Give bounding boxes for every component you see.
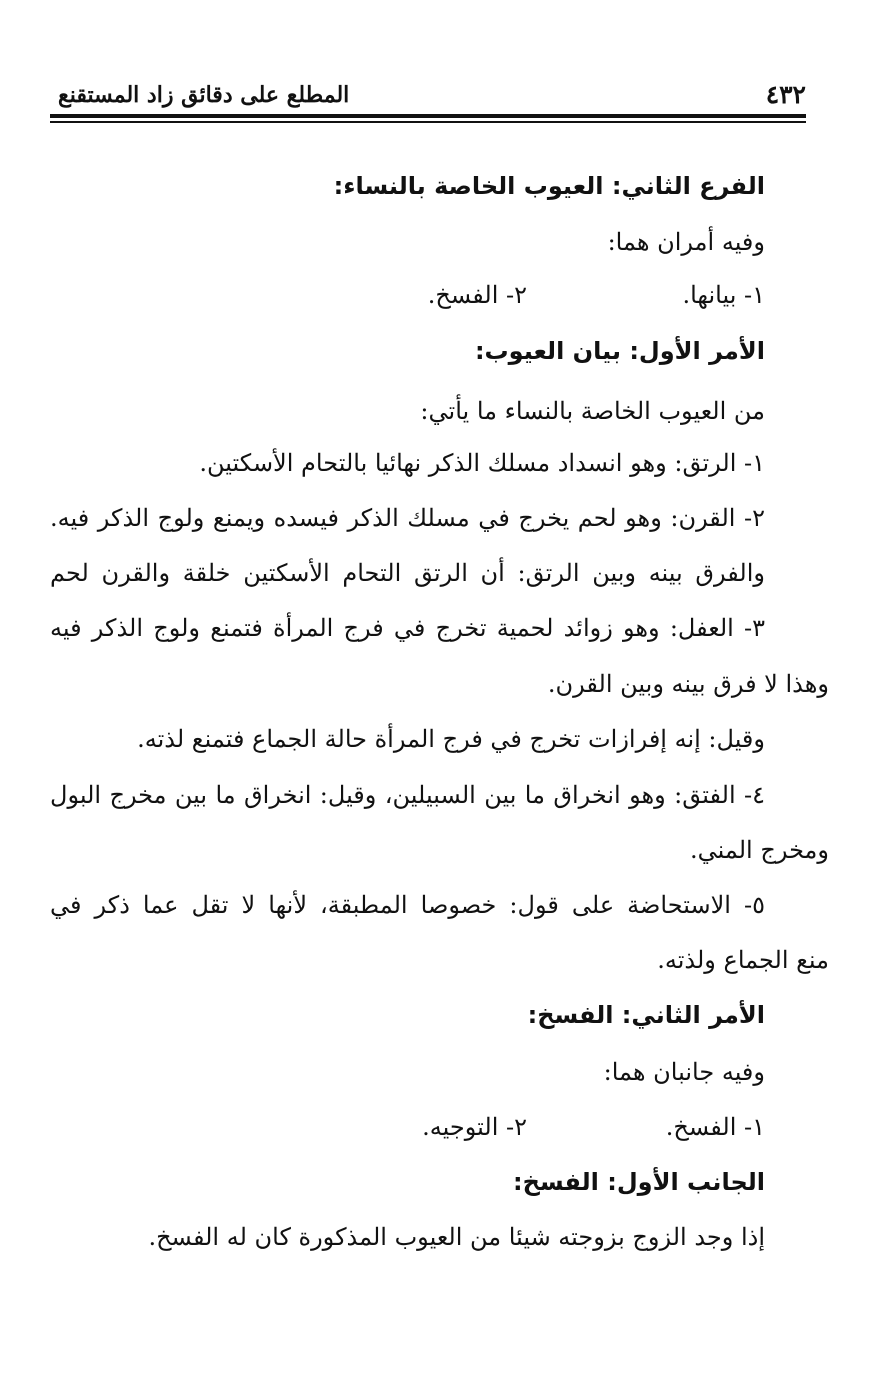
header-rule-thick xyxy=(50,114,806,118)
paragraph-continuation: ومخرج المني. xyxy=(689,836,829,864)
list-item: ٢- التوجيه. xyxy=(422,1113,527,1141)
paragraph: وقيل: إنه إفرازات تخرج في فرج المرأة حالة الجماع فتمنع لذته. xyxy=(137,725,765,753)
subsection-heading: الجانب الأول: الفسخ: xyxy=(513,1168,765,1196)
page-header xyxy=(50,80,806,112)
paragraph: وفيه جانبان هما: xyxy=(603,1058,765,1086)
paragraph-continuation: وهذا لا فرق بينه وبين القرن. xyxy=(547,670,829,698)
enumerated-pair xyxy=(165,275,765,315)
list-item: ٥- الاستحاضة على قول: خصوصا المطبقة، لأنها لا تقل عما ذكر في xyxy=(50,891,765,919)
list-item: ٣- العفل: وهو زوائد لحمية تخرج في فرج المرأة فتمنع ولوج الذكر فيه xyxy=(50,614,765,642)
list-item: ١- بيانها. xyxy=(682,281,765,309)
paragraph: من العيوب الخاصة بالنساء ما يأتي: xyxy=(420,397,765,425)
page-number: ٤٣٢ xyxy=(765,80,806,109)
paragraph: والفرق بينه وبين الرتق: أن الرتق التحام الأسكتين خلقة والقرن لحم xyxy=(50,559,765,587)
paragraph-continuation: منع الجماع ولذته. xyxy=(657,946,829,974)
list-item: ٢- القرن: وهو لحم يخرج في مسلك الذكر فيسده ويمنع ولوج الذكر فيه. xyxy=(50,504,765,532)
list-item: ٤- الفتق: وهو انخراق ما بين السبيلين، وقيل: انخراق ما بين مخرج البول xyxy=(50,781,765,809)
list-item: ١- الفسخ. xyxy=(665,1113,765,1141)
enumerated-pair xyxy=(165,1107,765,1147)
list-item: ٢- الفسخ. xyxy=(427,281,527,309)
header-rule-thin xyxy=(50,121,806,123)
list-item: ١- الرتق: وهو انسداد مسلك الذكر نهائيا بالتحام الأسكتين. xyxy=(199,449,765,477)
subsection-heading: الأمر الثاني: الفسخ: xyxy=(527,1001,765,1029)
paragraph: وفيه أمران هما: xyxy=(607,228,765,256)
paragraph: إذا وجد الزوج بزوجته شيئا من العيوب المذكورة كان له الفسخ. xyxy=(148,1223,765,1251)
section-heading: الفرع الثاني: العيوب الخاصة بالنساء: xyxy=(333,172,765,200)
subsection-heading: الأمر الأول: بيان العيوب: xyxy=(474,337,765,365)
running-title: المطلع على دقائق زاد المستقنع xyxy=(58,82,350,108)
